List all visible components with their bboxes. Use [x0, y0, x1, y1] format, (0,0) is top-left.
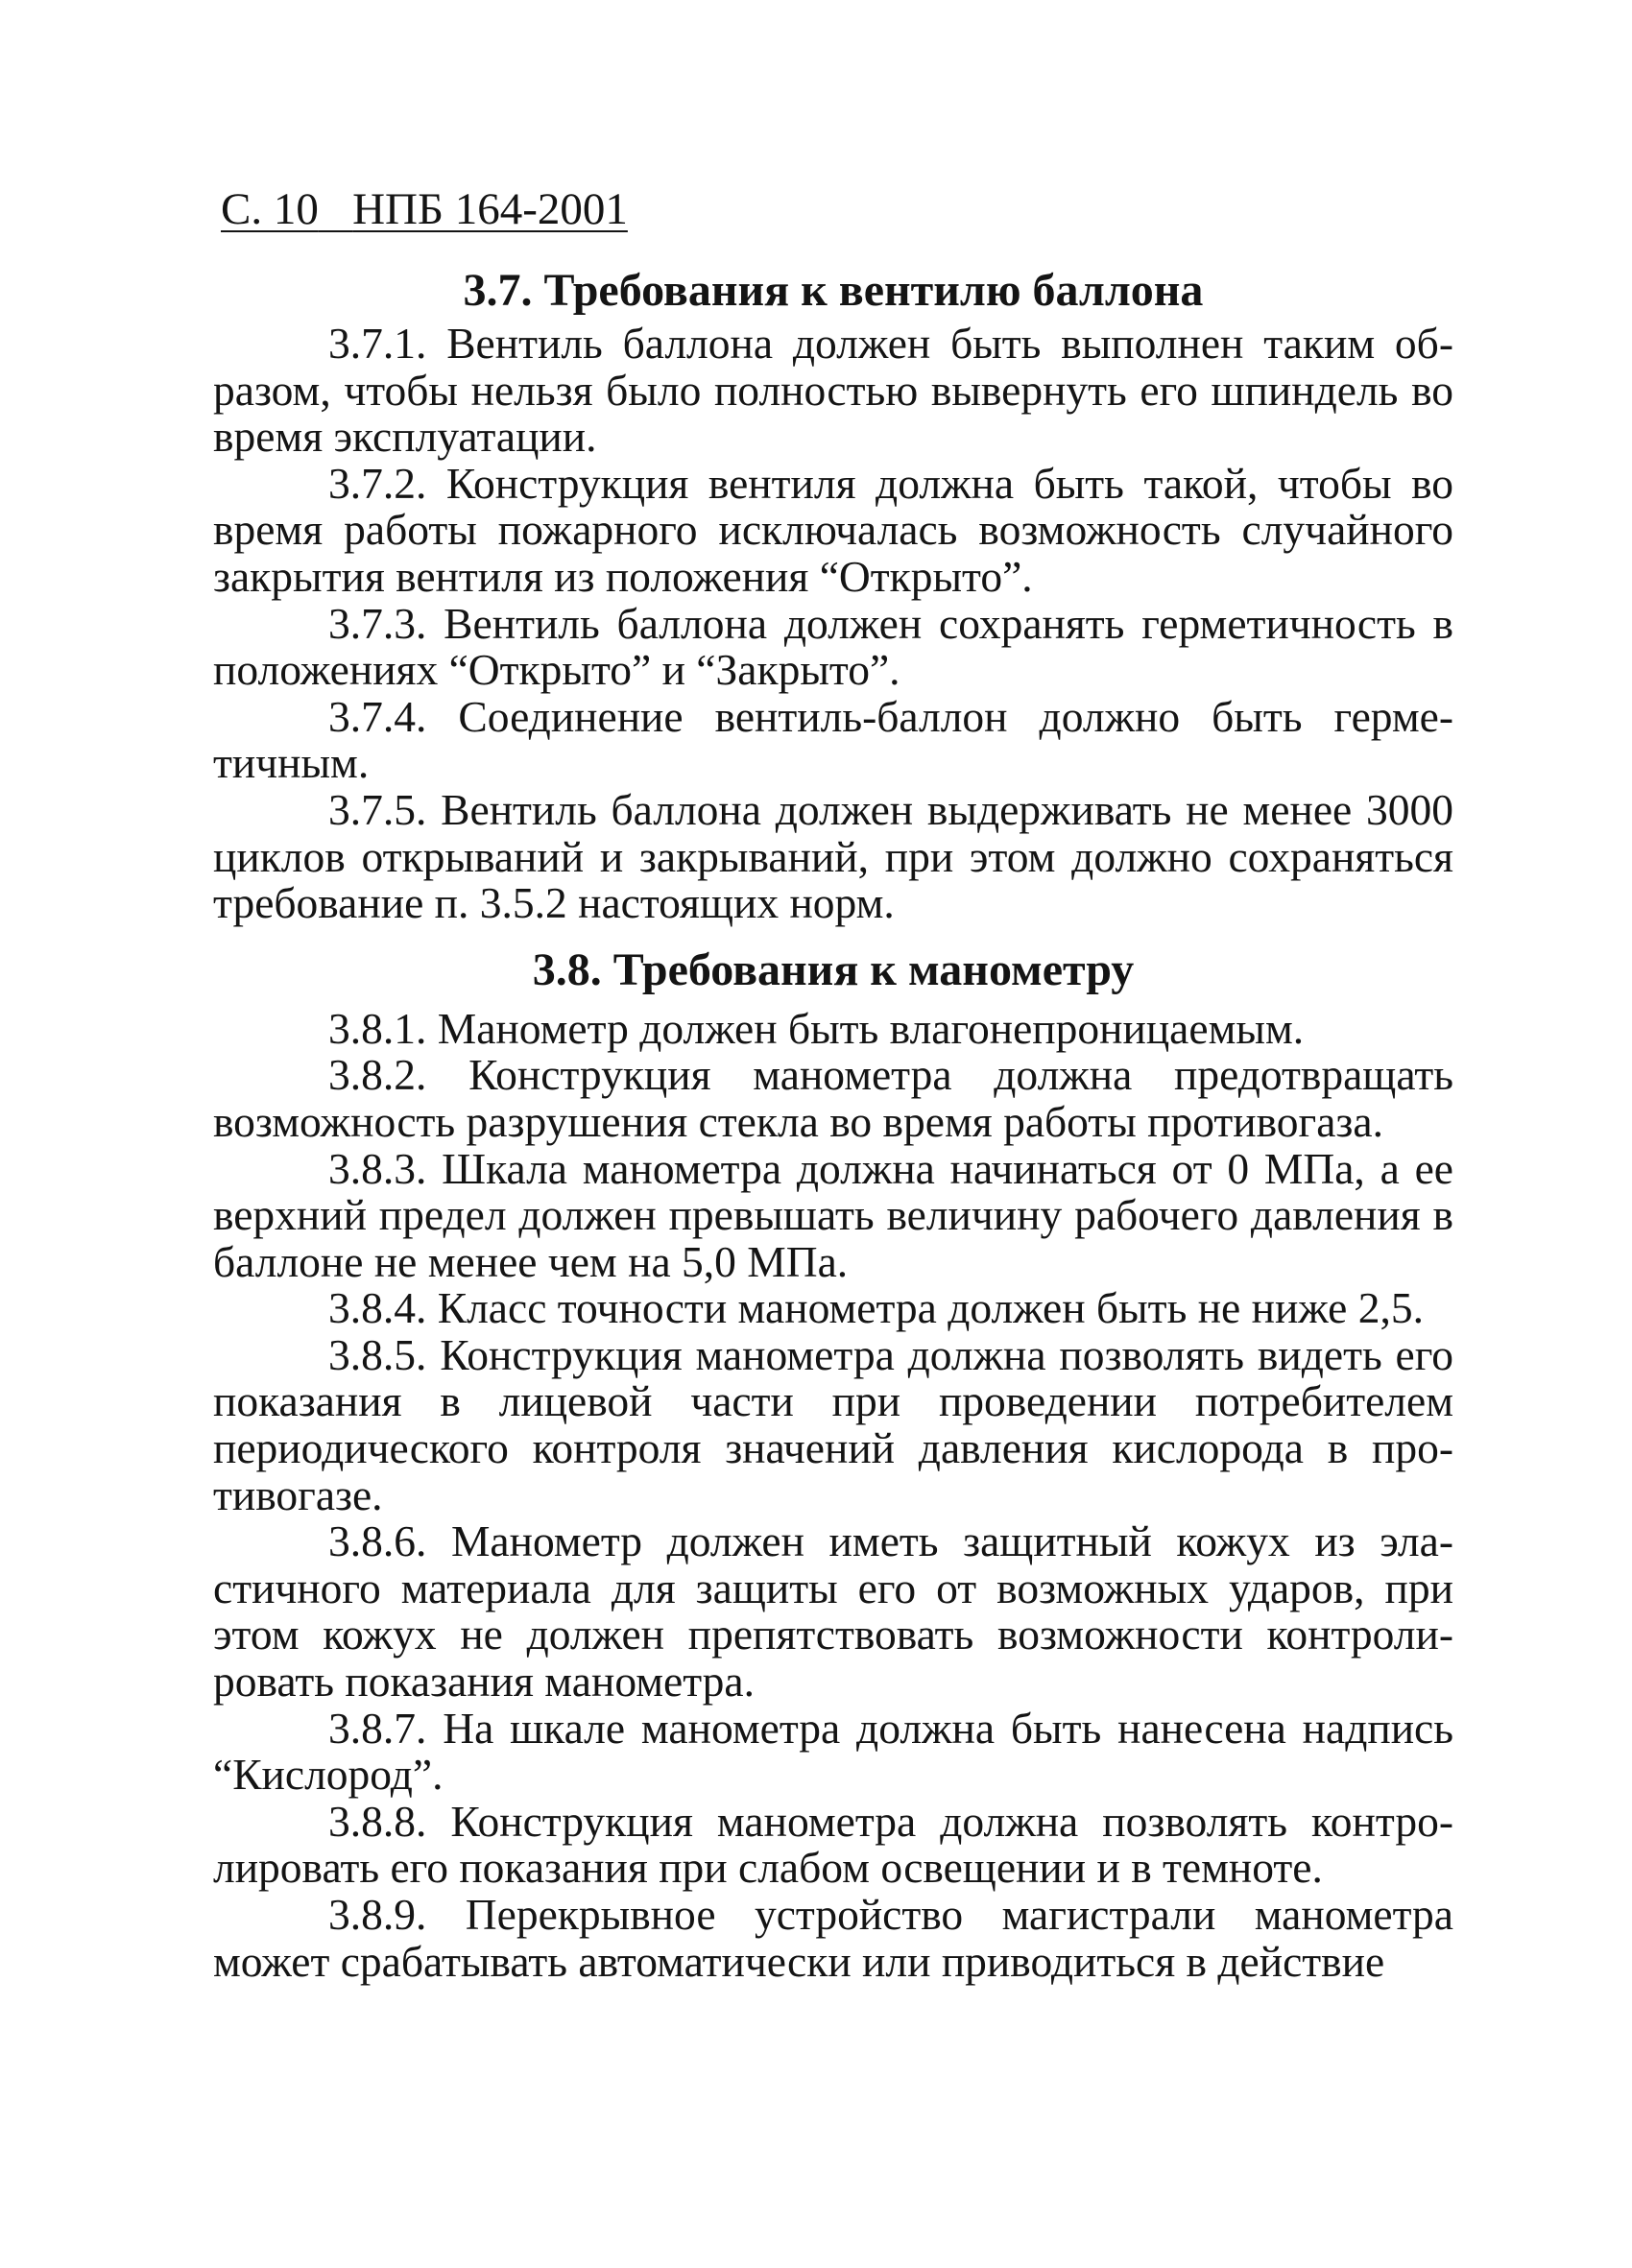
page-header: [221, 182, 628, 236]
page-body: [213, 261, 1453, 1985]
document-code: НПБ 164-2001: [352, 184, 628, 234]
clause-3-8-9: 3.8.9. Перекрывное устройство магистрали манометра может срабатывать автоматически или приводиться в действие: [213, 1890, 1453, 1986]
section-3-7-title: 3.7. Требования к вентилю баллона: [463, 265, 1204, 316]
clause-3-7-3: 3.7.3. Вентиль баллона должен сохранять герметичность в положениях “Открыто” и “Закрыто”.: [213, 598, 1453, 695]
clause-3-7-4: 3.7.4. Соединение вентиль-баллон должно быть герметичным.: [213, 691, 1453, 788]
clause-3-7-1: 3.7.1. Вентиль баллона должен быть выполнен таким образом, чтобы нельзя было полностью вывернуть его шпиндель во время эксплуатации.: [213, 319, 1453, 462]
clause-3-8-1: 3.8.1. Манометр должен быть влагонепроницаемым.: [328, 1003, 1305, 1053]
clause-3-7-5: 3.7.5. Вентиль баллона должен выдерживать не менее 3000 циклов открываний и закрываний, при этом должно сохраняться требование п. 3.5.2 настоящих норм.: [213, 784, 1453, 928]
clause-3-8-4: 3.8.4. Класс точности манометра должен быть не ниже 2,5.: [328, 1283, 1424, 1333]
clause-3-8-2: 3.8.2. Конструкция манометра должна предотвращать возможность разрушения стекла во время работы противогаза.: [213, 1050, 1453, 1146]
clause-3-8-3: 3.8.3. Шкала манометра должна начинаться от 0 МПа, а ее верхний предел должен превышать величину рабочего давления в баллоне не менее чем на 5,0 МПа.: [213, 1143, 1453, 1286]
section-3-8-title: 3.8. Требования к манометру: [532, 943, 1135, 995]
clause-3-8-7: 3.8.7. На шкале манометра должна быть нанесена надпись “Кислород”.: [213, 1703, 1453, 1800]
clause-3-8-6: 3.8.6. Манометр должен иметь защитный кожух из эластичного материала для защиты его от возможных ударов, при этом кожух не должен препятствовать возможности контролировать показания манометра.: [213, 1516, 1453, 1707]
page-number: С. 10: [221, 184, 319, 234]
clause-3-8-5: 3.8.5. Конструкция манометра должна позволять видеть его показания в лицевой части при проведении потребителем периодического контроля значений давления кислорода в противогазе.: [213, 1329, 1453, 1519]
clause-3-7-2: 3.7.2. Конструкция вентиля должна быть такой, чтобы во время работы пожарного исключалась возможность случайного закрытия вентиля из положения “Открыто”.: [213, 458, 1453, 601]
clause-3-8-8: 3.8.8. Конструкция манометра должна позволять контролировать его показания при слабом освещении и в темноте.: [213, 1796, 1453, 1893]
